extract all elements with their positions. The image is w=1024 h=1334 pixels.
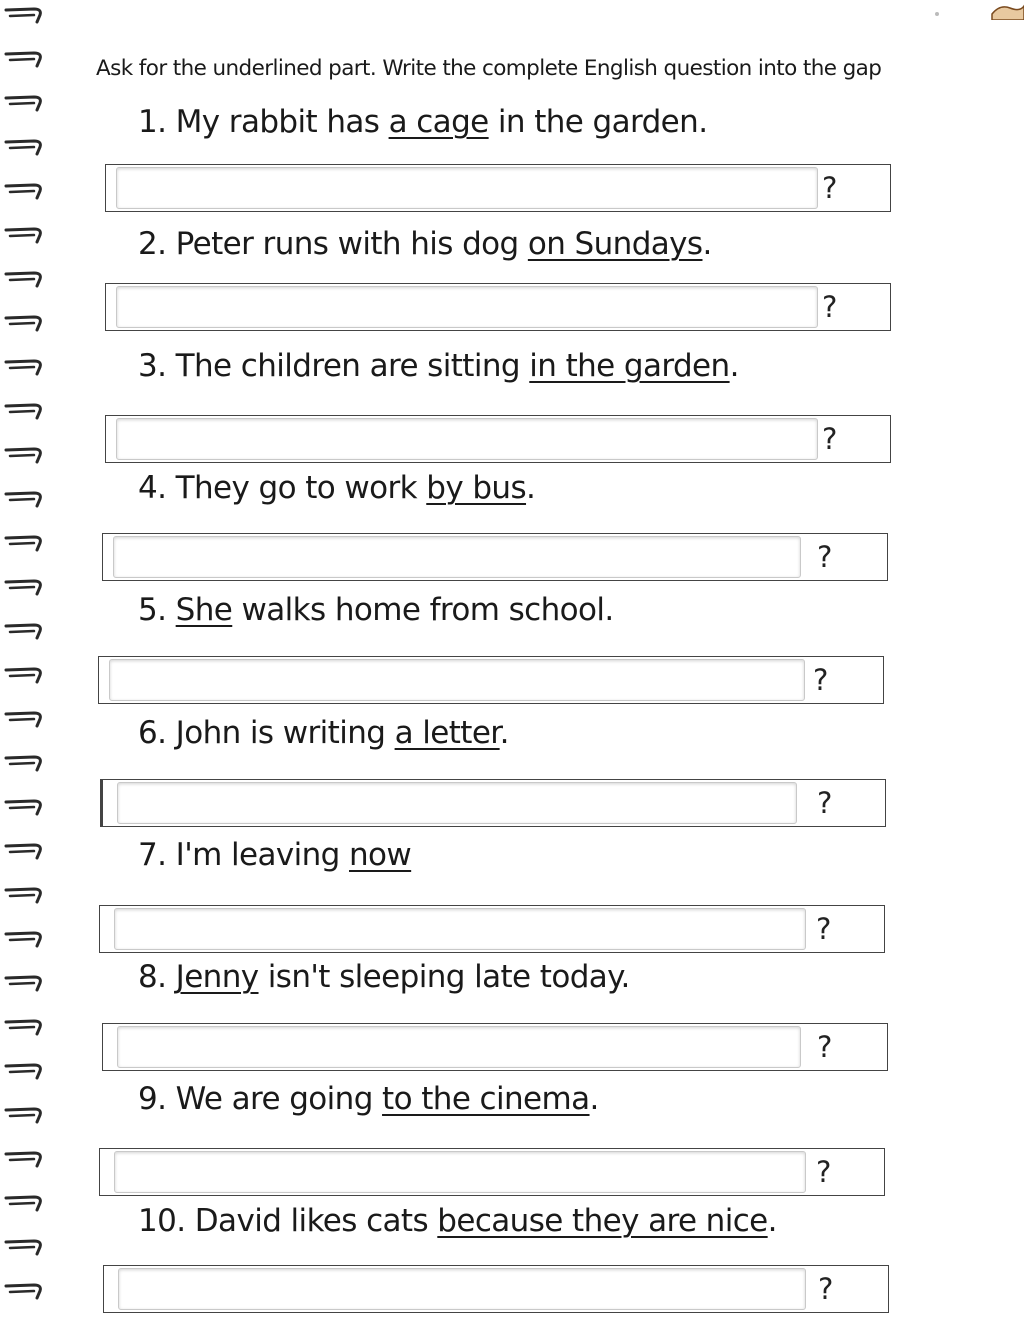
- spiral-ring-icon: [4, 270, 44, 290]
- answer-input-2[interactable]: [116, 286, 818, 328]
- question-mark: ?: [822, 422, 838, 456]
- question-mark: ?: [817, 786, 833, 820]
- question-text-before: We are going: [175, 1081, 383, 1117]
- spiral-ring-icon: [4, 974, 44, 994]
- question-number: 3.: [138, 348, 167, 384]
- question-text-after: .: [589, 1081, 599, 1117]
- answer-input-7[interactable]: [114, 908, 806, 950]
- answer-input-4[interactable]: [113, 536, 801, 578]
- question-mark: ?: [822, 290, 838, 324]
- question-8: [138, 959, 630, 995]
- underlined-part: by bus: [426, 470, 527, 506]
- spiral-ring-icon: [4, 1238, 44, 1258]
- question-1: [138, 104, 707, 140]
- spiral-ring-icon: [4, 578, 44, 598]
- spiral-ring-icon: [4, 6, 44, 26]
- spiral-ring-icon: [4, 94, 44, 114]
- underlined-part: a letter: [394, 715, 500, 751]
- question-mark: ?: [822, 171, 838, 205]
- question-number: 2.: [138, 226, 167, 262]
- question-text-after: in the garden.: [488, 104, 708, 140]
- underlined-part: now: [349, 837, 412, 873]
- answer-box-8: [102, 1023, 888, 1071]
- question-text-before: The children are sitting: [175, 348, 530, 384]
- answer-box-5: [98, 656, 884, 704]
- spiral-ring-icon: [4, 1106, 44, 1126]
- underlined-part: a cage: [388, 104, 489, 140]
- question-2: [138, 226, 712, 262]
- question-mark: ?: [816, 1155, 832, 1189]
- question-number: 8.: [138, 959, 167, 995]
- question-9: [138, 1081, 599, 1117]
- answer-input-3[interactable]: [116, 418, 818, 460]
- answer-input-5[interactable]: [109, 659, 805, 701]
- question-text-after: walks home from school.: [232, 592, 614, 628]
- spiral-ring-icon: [4, 402, 44, 422]
- question-mark: ?: [817, 540, 833, 574]
- question-number: 5.: [138, 592, 167, 628]
- question-10: [138, 1203, 777, 1239]
- answer-input-1[interactable]: [116, 167, 818, 209]
- answer-box-9: [99, 1148, 885, 1196]
- question-text-before: Peter runs with his dog: [175, 226, 528, 262]
- question-text-after: .: [702, 226, 712, 262]
- question-number: 10.: [138, 1203, 186, 1239]
- question-number: 6.: [138, 715, 167, 751]
- answer-input-6[interactable]: [117, 782, 797, 824]
- spiral-ring-icon: [4, 754, 44, 774]
- question-mark: ?: [813, 663, 829, 697]
- question-text-after: .: [499, 715, 509, 751]
- question-text-before: They go to work: [175, 470, 427, 506]
- question-text-before: I'm leaving: [175, 837, 349, 873]
- underlined-part: She: [175, 592, 233, 628]
- spiral-ring-icon: [4, 182, 44, 202]
- corner-illustration-icon: [990, 0, 1024, 20]
- answer-box-7: [99, 905, 885, 953]
- question-mark: ?: [818, 1272, 834, 1306]
- spiral-ring-icon: [4, 314, 44, 334]
- question-text-after: .: [767, 1203, 777, 1239]
- answer-box-6: [100, 779, 886, 827]
- question-4: [138, 470, 535, 506]
- spiral-ring-icon: [4, 50, 44, 70]
- question-5: [138, 592, 614, 628]
- spiral-ring-icon: [4, 842, 44, 862]
- spiral-ring-icon: [4, 1150, 44, 1170]
- answer-input-9[interactable]: [114, 1151, 806, 1193]
- spiral-ring-icon: [4, 710, 44, 730]
- question-text-before: John is writing: [175, 715, 395, 751]
- spiral-ring-icon: [4, 798, 44, 818]
- answer-input-10[interactable]: [118, 1268, 806, 1310]
- question-mark: ?: [816, 912, 832, 946]
- answer-input-8[interactable]: [117, 1026, 801, 1068]
- underlined-part: in the garden: [529, 348, 730, 384]
- spiral-ring-icon: [4, 1062, 44, 1082]
- spiral-ring-icon: [4, 666, 44, 686]
- answer-box-2: [105, 283, 891, 331]
- spiral-ring-icon: [4, 1018, 44, 1038]
- question-6: [138, 715, 509, 751]
- question-7: [138, 837, 411, 873]
- question-number: 7.: [138, 837, 167, 873]
- spiral-ring-icon: [4, 534, 44, 554]
- spiral-ring-icon: [4, 622, 44, 642]
- question-3: [138, 348, 739, 384]
- underlined-part: Jenny: [175, 959, 259, 995]
- question-mark: ?: [817, 1030, 833, 1064]
- spiral-ring-icon: [4, 446, 44, 466]
- underlined-part: to the cinema: [382, 1081, 590, 1117]
- spiral-ring-icon: [4, 886, 44, 906]
- spiral-ring-icon: [4, 930, 44, 950]
- question-number: 4.: [138, 470, 167, 506]
- question-text-before: David likes cats: [194, 1203, 438, 1239]
- question-number: 1.: [138, 104, 167, 140]
- question-number: 9.: [138, 1081, 167, 1117]
- spiral-ring-icon: [4, 1282, 44, 1302]
- decorative-dot: [935, 12, 939, 16]
- question-text-after: isn't sleeping late today.: [258, 959, 630, 995]
- answer-box-1: [105, 164, 891, 212]
- instruction-text: Ask for the underlined part. Write the complete English question into the gap: [96, 56, 882, 81]
- question-text-after: .: [526, 470, 536, 506]
- spiral-binding: [0, 0, 60, 1334]
- spiral-ring-icon: [4, 138, 44, 158]
- spiral-ring-icon: [4, 358, 44, 378]
- spiral-ring-icon: [4, 1194, 44, 1214]
- answer-box-4: [102, 533, 888, 581]
- question-text-after: .: [729, 348, 739, 384]
- answer-box-3: [105, 415, 891, 463]
- answer-box-10: [103, 1265, 889, 1313]
- underlined-part: on Sundays: [527, 226, 703, 262]
- spiral-ring-icon: [4, 226, 44, 246]
- question-text-before: My rabbit has: [175, 104, 389, 140]
- spiral-ring-icon: [4, 490, 44, 510]
- underlined-part: because they are nice: [437, 1203, 768, 1239]
